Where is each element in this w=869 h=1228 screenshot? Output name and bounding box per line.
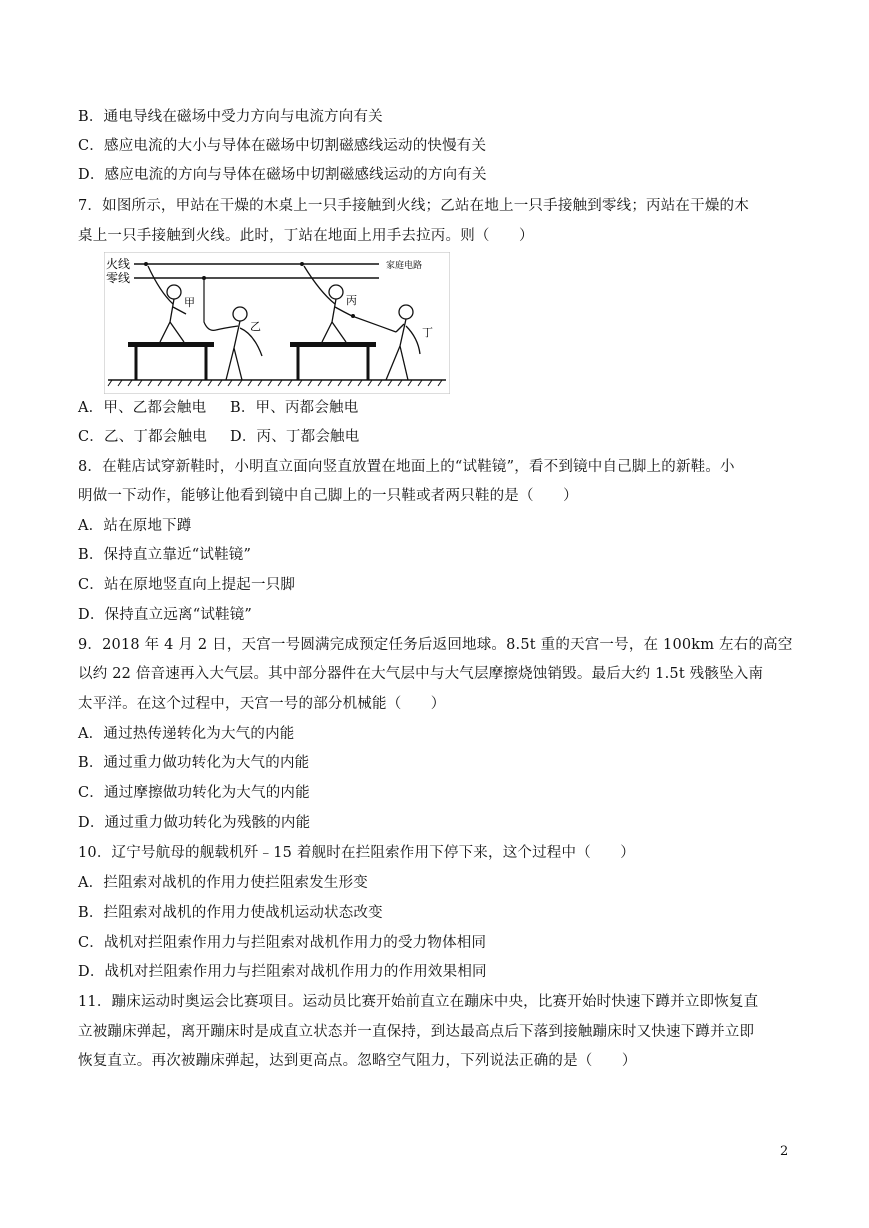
- question-7-options-row-2: [78, 425, 359, 446]
- question-11-line-3: 恢复直立。再次被蹦床弹起，达到更高点。忽略空气阻力，下列说法正确的是（ ）: [78, 1053, 637, 1069]
- household-circuit-label: 家庭电路: [386, 261, 423, 271]
- circuit-figure: [104, 252, 450, 394]
- question-10-option-a: A．拦阻索对战机的作用力使拦阻索发生形变: [78, 875, 368, 891]
- person-jia-label: 甲: [184, 296, 195, 309]
- question-9-option-c: C．通过摩擦做功转化为大气的内能: [78, 785, 310, 801]
- question-8-option-a: A．站在原地下蹲: [78, 518, 192, 534]
- person-ding-label: 丁: [422, 326, 433, 339]
- person-yi-label: 乙: [250, 320, 261, 333]
- question-10-option-d: D．战机对拦阻索作用力与拦阻索对战机作用力的作用效果相同: [78, 964, 487, 980]
- option-d-prev: D．感应电流的方向与导体在磁场中切割磁感线运动的方向有关: [78, 167, 487, 183]
- question-10-option-c: C．战机对拦阻索作用力与拦阻索对战机作用力的受力物体相同: [78, 935, 487, 951]
- question-8-option-c: C．站在原地竖直向上提起一只脚: [78, 577, 296, 593]
- question-11-line-2: 立被蹦床弹起，离开蹦床时是成直立状态并一直保持，到达最高点后下落到接触蹦床时又快速下蹲并立即: [78, 1024, 755, 1040]
- question-11-line-1: 11．蹦床运动时奥运会比赛项目。运动员比赛开始前直立在蹦床中央，比赛开始时快速下蹲并立即恢复直: [78, 994, 759, 1010]
- question-8-line-1: 8．在鞋店试穿新鞋时，小明直立面向竖直放置在地面上的“试鞋镜”，看不到镜中自己脚上的新鞋。小: [78, 459, 735, 475]
- question-8-option-d: D．保持直立远离“试鞋镜”: [78, 607, 253, 623]
- question-10-line-1: 10．辽宁号航母的舰载机歼﹣15 着舰时在拦阻索作用下停下来，这个过程中（ ）: [78, 845, 636, 861]
- neutral-wire-label: 零线: [106, 271, 131, 285]
- question-8-option-b: B．保持直立靠近“试鞋镜”: [78, 547, 252, 563]
- question-9-option-b: B．通过重力做功转化为大气的内能: [78, 755, 310, 771]
- question-7-line-2: 桌上一只手接触到火线。此时，丁站在地面上用手去拉丙。则（ ）: [78, 228, 534, 244]
- page-number: 2: [780, 1144, 789, 1159]
- question-8-line-2: 明做一下动作，能够让他看到镜中自己脚上的一只鞋或者两只鞋的是（ ）: [78, 488, 578, 504]
- question-7-option-c: C．乙、丁都会触电: [78, 429, 207, 445]
- question-9-line-3: 太平洋。在这个过程中，天宫一号的部分机械能（ ）: [78, 696, 446, 712]
- question-7-line-1: 7．如图所示，甲站在干燥的木桌上一只手接触到火线；乙站在地上一只手接触到零线；丙站在干燥的木: [78, 198, 749, 214]
- fire-wire-label: 火线: [106, 257, 131, 271]
- option-b-prev: B．通电导线在磁场中受力方向与电流方向有关: [78, 109, 383, 125]
- question-9-line-1: 9．2018 年 4 月 2 日，天宫一号圆满完成预定任务后返回地球。8.5t 重的天宫一号，在 100km 左右的高空: [78, 637, 793, 653]
- question-9-option-a: A．通过热传递转化为大气的内能: [78, 726, 295, 742]
- question-7-option-a: A．甲、乙都会触电: [78, 400, 207, 416]
- option-c-prev: C．感应电流的大小与导体在磁场中切割磁感线运动的快慢有关: [78, 138, 487, 154]
- circuit-figure-svg: [104, 252, 450, 394]
- question-10-option-b: B．拦阻索对战机的作用力使战机运动状态改变: [78, 905, 383, 921]
- person-bing-label: 丙: [346, 294, 357, 307]
- question-7-option-b: B．甲、丙都会触电: [230, 400, 359, 416]
- question-9-line-2: 以约 22 倍音速再入大气层。其中部分器件在大气层中与大气层摩擦烧蚀销毁。最后大约 1.5t 残骸坠入南: [78, 666, 764, 682]
- question-7-option-d: D．丙、丁都会触电: [230, 429, 360, 445]
- question-7-options-row-1: [78, 396, 358, 417]
- question-9-option-d: D．通过重力做功转化为残骸的内能: [78, 815, 311, 831]
